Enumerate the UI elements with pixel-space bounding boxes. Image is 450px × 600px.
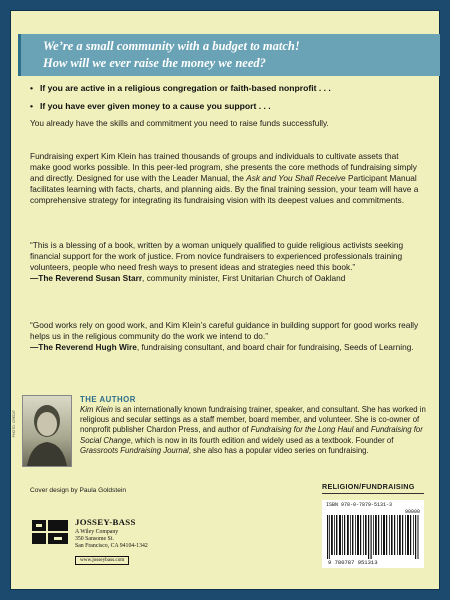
publisher-subtitle: A Wiley Company xyxy=(75,529,119,535)
bullet-text: If you have ever given money to a cause you support . . . xyxy=(40,101,271,111)
author-heading: THE AUTHOR xyxy=(80,395,136,404)
author-bio-text: , she also has a popular video series on fundraising. xyxy=(188,445,369,455)
bullet-dot-icon: • xyxy=(30,83,34,93)
cover-design-credit: Cover design by Paula Goldstein xyxy=(30,487,127,494)
publisher-city: San Francisco, CA 94104-1342 xyxy=(75,543,148,549)
author-book-3: Grassroots Fundraising Journal xyxy=(80,445,189,455)
book-category: RELIGION/FUNDRAISING xyxy=(322,482,415,491)
author-bio-text: and xyxy=(353,425,371,435)
author-book-2: Fundraising for Social Change xyxy=(80,425,423,445)
price-code: 90000 xyxy=(404,509,420,515)
bullet-dot-icon: • xyxy=(30,101,34,111)
quote-attribution xyxy=(30,342,420,353)
participant-manual-title: Ask and You Shall Receive xyxy=(246,173,346,183)
bullet-text: If you are active in a religious congregation or faith-based nonprofit . . . xyxy=(40,83,331,93)
quote-author: —The Reverend Susan Starr xyxy=(30,273,143,283)
author-bio xyxy=(80,405,430,456)
intro-paragraph: You already have the skills and commitment you need to raise funds successfully. xyxy=(30,118,329,128)
publisher-street: 350 Sansome St. xyxy=(75,536,114,542)
author-photo xyxy=(22,395,72,467)
quote-attribution xyxy=(30,273,420,284)
quote-text: “Good works rely on good work, and Kim Klein’s careful guidance in building support for good works really helps us in the religious community do the work we intend to do.” xyxy=(30,320,419,341)
endorsement-quote-2 xyxy=(30,320,420,353)
publisher-name: JOSSEY-BASS xyxy=(75,517,136,527)
bullet-item-1 xyxy=(30,82,430,100)
author-book-1: Fundraising for the Long Haul xyxy=(250,425,354,435)
headline-banner xyxy=(18,34,440,76)
jossey-bass-logo-icon xyxy=(32,520,68,544)
quote-author-role: , community minister, First Unitarian Church of Oakland xyxy=(142,273,346,283)
author-bio-text: , which is now in its fourth edition and widely used as a textbook. Founder of xyxy=(130,435,394,445)
banner-line-2: How will we ever raise the money we need? xyxy=(43,56,266,70)
isbn-label: ISBN 978-0-7879-5131-3 xyxy=(326,502,393,508)
photo-credit: PHOTO: CREDIT xyxy=(12,410,16,438)
author-portrait-icon xyxy=(23,396,71,466)
category-divider xyxy=(322,493,424,494)
publisher-url-link[interactable]: www.josseybass.com xyxy=(75,556,129,565)
description-text-1: Fundraising expert Kim Klein has trained thousands of groups and individuals to cultivate assets that make good works possible. In this peer-led program, she presents the core methods of fundraising simply and directly. Designed for use with the Leader Manual, the xyxy=(30,151,417,183)
bullet-item-2 xyxy=(30,100,430,118)
quote-author-role: , fundraising consultant, and board chair for fundraising, Seeds of Learning. xyxy=(136,342,414,352)
quote-author: —The Reverend Hugh Wire xyxy=(30,342,137,352)
endorsement-quote-1 xyxy=(30,240,420,284)
description-paragraph xyxy=(30,151,420,206)
quote-text: “This is a blessing of a book, written by a woman uniquely qualified to guide religious activists seeking financial support for the work of justice. From novice fundraisers to experienced professionals training volunteers, people who need fresh ways to present ideas and strategies need this book.” xyxy=(30,240,404,272)
description-text-2: Participant Manual facilitates learning with facts, charts, and planning aids. By the final training session, your team will have a comprehensive strategy for integrating its fundraising vision with its deepest values and commitments. xyxy=(30,173,419,205)
barcode-area xyxy=(322,500,424,568)
bullet-list xyxy=(30,82,430,118)
barcode-number: 9 780787 951313 xyxy=(328,559,378,566)
author-name: Kim Klein xyxy=(80,405,113,414)
barcode-icon xyxy=(327,515,419,559)
author-bio-text: is an internationally known fundraising trainer, speaker, and consultant. She has worked in religious and secular settings as a staff member, board member, and volunteer. She is co-owner of nonprofit publisher Chardon Press, and author of xyxy=(80,405,426,435)
banner-line-1: We’re a small community with a budget to match! xyxy=(43,39,300,53)
